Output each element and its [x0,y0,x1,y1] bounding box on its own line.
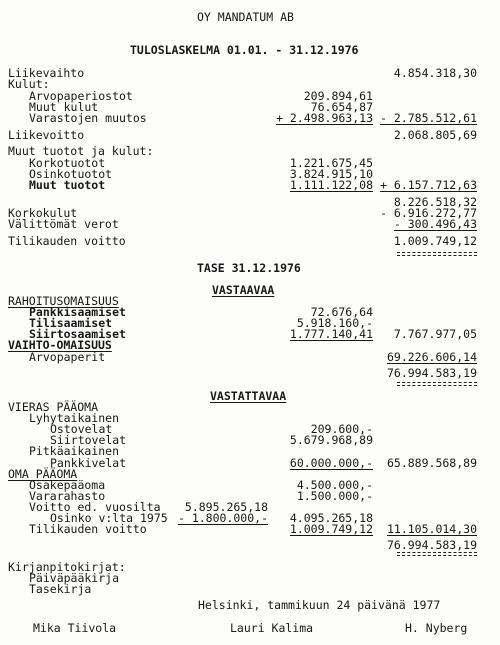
interest-income-amount: 1.221.675,45 [289,156,373,170]
accrued-liabilities-amount: 5.679.968,89 [289,433,373,447]
accrued-liabilities-label: Siirtovelat [50,433,127,447]
dividend-income-label: Osinkotuotot [29,167,113,181]
double-underline [397,382,477,386]
books-heading: Kirjanpitokirjat: [8,560,126,574]
profit-label: Tilikauden voitto [8,234,126,248]
retained-earnings-amount: 5.895.265,18 [184,500,268,514]
inventories-heading: VAIHTO-OMAISUUS [8,338,112,352]
liabilities-total-row [0,539,500,551]
income-statement-title: TULOSLASKELMA 01.01. - 31.12.1976 [130,43,359,57]
accounts-payable-label: Ostovelat [50,422,113,436]
double-underline [397,252,477,256]
signatory-name: Mika Tiivola [33,621,117,635]
long-term-heading: Pitkäaikainen [29,444,120,458]
subtotal-value: 8.226.518,32 [393,195,477,209]
financial-assets-heading: RAHOITUSOMAISUUS [8,294,119,308]
assets-total: 76.994.583,19 [386,366,477,380]
signatory-name: Lauri Kalima [230,621,314,635]
reserve-fund-amount: 1.500.000,- [296,489,373,503]
profit-row [0,235,500,247]
bank-loans-label: Pankkivelat [50,456,127,470]
direct-taxes-total: - 300.496,43 [393,217,477,231]
other-expenses-label: Muut kulut [29,100,99,114]
financial-assets-total: 7.767.977,05 [393,327,477,341]
account-receivables-label: Tilisaamiset [29,316,113,330]
other-items-total: + 6.157.712,63 [380,178,477,192]
company-row [0,11,500,23]
inventory-change-row [0,112,500,124]
assets-heading: VASTAAVAA [212,283,275,297]
signatory-name: H. Nyberg [405,621,468,635]
short-term-heading: Lyhytaikainen [29,411,120,425]
expenses-total: - 2.785.512,61 [380,111,477,125]
inventory-change-label: Varastojen muutos [29,111,147,125]
dividend-income-amount: 3.824.915,10 [289,167,373,181]
liabilities-heading: VASTATTAVAA [210,389,287,403]
direct-taxes-label: Välittömät verot [8,217,119,231]
place-date-row [0,599,500,611]
net-sales-label: Liikevaihto [8,66,85,80]
equity-profit-amount: 1.009.749,12 [289,522,373,536]
other-expenses-amount: 76.654,87 [310,100,373,114]
books-item-row [0,583,500,595]
company-name: OY MANDATUM AB [197,10,294,24]
operating-profit-row [0,129,500,141]
equity-total: 11.105.014,30 [386,522,477,536]
double-underline [397,552,477,556]
profit-total: 1.009.749,12 [393,234,477,248]
bank-receivables-label: Pankkisaamiset [29,305,126,319]
balance-sheet-title: TASE 31.12.1976 [197,261,301,275]
assets-total-row [0,367,500,379]
retained-earnings-label: Voitto ed. vuosilta [29,500,161,514]
dividend-amount: - 1.800.000,- [177,511,268,525]
equity-profit-row [0,523,500,535]
bank-receivables-amount: 72.676,64 [310,305,373,319]
books-item: Päiväpääkirja [29,571,120,585]
liabilities-total: 76.994.583,19 [386,538,477,552]
other-items-heading: Muut tuotot ja kulut: [8,144,154,158]
accrued-receivables-amount: 1.777.140,41 [289,327,373,341]
accounts-payable-amount: 209.600,- [310,422,373,436]
interest-expenses-total: - 6.916.272,77 [380,206,477,220]
securities-label: Arvopaperit [29,350,106,364]
net-sales-total: 4.854.318,30 [393,66,477,80]
other-income-amount: 1.111.122,08 [289,178,373,192]
share-capital-label: Osakepääoma [29,478,106,492]
direct-taxes-row [0,218,500,230]
equity-profit-label: Tilikauden voitto [29,522,147,536]
accrued-receivables-label: Siirtosaamiset [29,327,126,341]
interest-expenses-label: Korkokulut [8,206,78,220]
signatories-row [0,622,500,634]
retained-earnings-net: 4.095.265,18 [289,511,373,525]
securities-total: 69.226.606,14 [386,350,477,364]
operating-profit-label: Liikevoitto [8,128,85,142]
securities-expenses-label: Arvopaperiostot [29,89,133,103]
debt-total: 65.889.568,89 [386,456,477,470]
interest-income-label: Korkotuotot [29,156,106,170]
reserve-fund-label: Vararahasto [29,489,106,503]
other-income-label: Muut tuotot [29,178,106,192]
debt-heading: VIERAS PÄÄOMA [8,400,99,414]
income-statement-title-row [0,44,500,56]
expenses-heading: Kulut: [8,77,50,91]
securities-row [0,351,500,363]
bank-loans-amount: 60.000.000,- [289,456,373,470]
books-item: Tasekirja [29,582,92,596]
balance-sheet-title-row [0,262,500,274]
equity-heading: OMA PÄÄOMA [8,467,78,481]
inventory-change-amount: + 2.498.963,13 [276,111,373,125]
securities-expenses-amount: 209.894,61 [303,89,373,103]
dividend-label: Osinko v:lta 1975 [50,511,168,525]
share-capital-amount: 4.500.000,- [296,478,373,492]
other-income-row [0,179,500,191]
operating-profit-total: 2.068.805,69 [393,128,477,142]
account-receivables-amount: 5.918.160,- [296,316,373,330]
place-date: Helsinki, tammikuun 24 päivänä 1977 [198,598,441,612]
